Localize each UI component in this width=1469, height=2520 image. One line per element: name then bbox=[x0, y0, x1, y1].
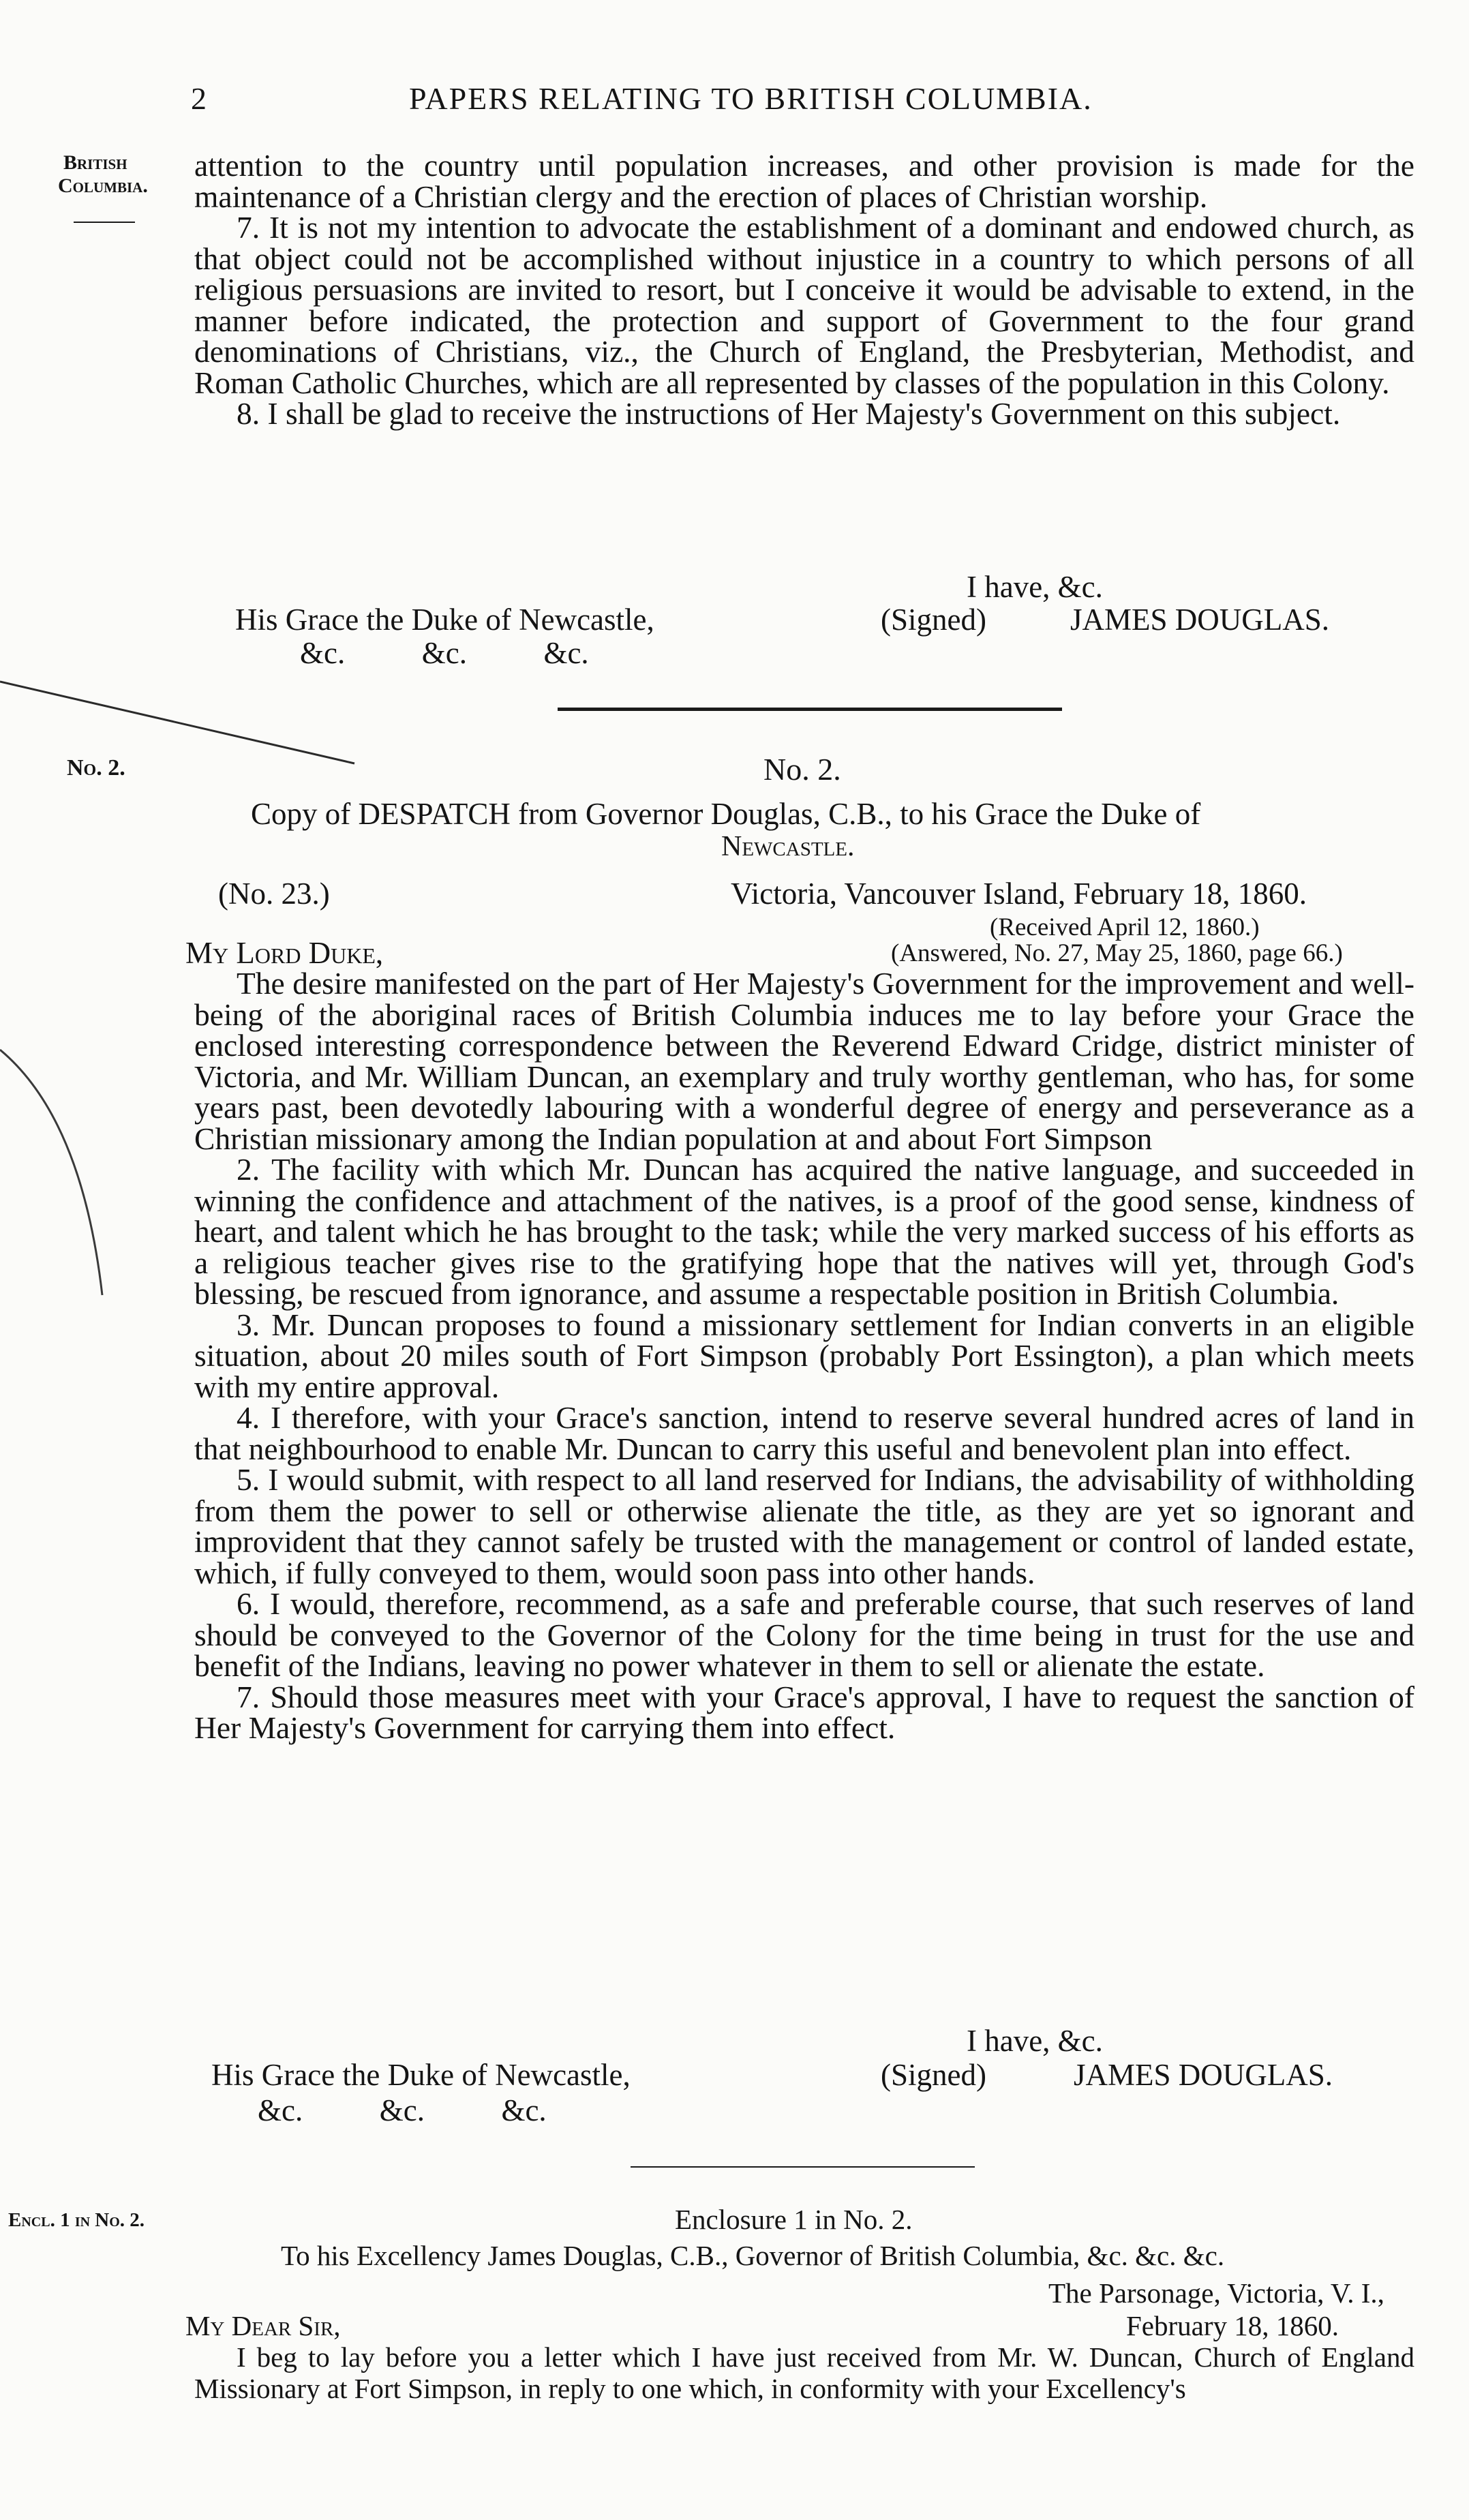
paragraph-intro: attention to the country until population increases, and other provision is made for the maintenance of a Christian clergy and the erection of places of Christian worship. bbox=[194, 148, 1414, 214]
pencil-curve bbox=[0, 1050, 102, 1295]
despatch-paragraph-5: 5. I would submit, with respect to all land reserved for Indians, the advisability of withholding from them the power to sell or otherwise alienate the title, as they are yet so ignorant and improvident that they cannot safely be trusted with the management or control of landed estate, which, if fully conveyed to them, would soon pass into other hands. bbox=[194, 1462, 1414, 1590]
answered-note: (Answered, No. 27, May 25, 1860, page 66.) bbox=[891, 939, 1343, 967]
despatch-closing-formula: I have, &c. bbox=[967, 2024, 1103, 2058]
margin-colony-line2: Columbia. bbox=[58, 174, 148, 197]
despatch-place-date: Victoria, Vancouver Island, February 18, 1860. bbox=[731, 877, 1307, 911]
page-number: 2 bbox=[191, 81, 208, 116]
despatch-addressee: His Grace the Duke of Newcastle, bbox=[211, 2058, 631, 2092]
margin-colony-line1: British bbox=[63, 151, 127, 174]
paragraph-7: 7. It is not my intention to advocate the establishment of a dominant and endowed church, as that object could not be accomplished without injustice in a country to which persons of all religious persuasions are invited to resort, but I conceive it would be advisable to extend, in the manner before indicated, the protection and support of Government to the four grand denominations of Christians, viz., the Church of England, the Presbyterian, Methodist, and Roman Catholic Churches, which are all represented by classes of the population in this Colony. bbox=[194, 210, 1414, 400]
enclosure-heading: Enclosure 1 in No. 2. bbox=[675, 2204, 913, 2235]
margin-despatch-number: No. 2. bbox=[67, 755, 125, 780]
despatch-paragraph-1: The desire manifested on the part of Her Majesty's Government for the improvement and well-being of the aboriginal races of British Columbia induces me to lay before your Grace the enclosed interesting correspondence between the Reverend Edward Cridge, district minister of Victoria, and Mr. William Duncan, an exemplary and truly worthy gentleman, who has, for some years past, been devotedly labouring with a wonderful degree of energy and perseverance as a Christian missionary among the Indian population at and about Fort Simpson bbox=[194, 966, 1414, 1156]
enclosure-date: February 18, 1860. bbox=[1126, 2310, 1339, 2341]
enclosure-text: I beg to lay before you a letter which I have just received from Mr. W. Duncan, Church of England Missionary at Fort Simpson, in reply to one which, in conformity with your Excellency's bbox=[194, 2341, 1414, 2404]
despatch-paragraph-7: 7. Should those measures meet with your Grace's approval, I have to request the sanction of Her Majesty's Government for carrying them into effect. bbox=[194, 1679, 1414, 1745]
margin-enclosure-label: Encl. 1 in No. 2. bbox=[8, 2209, 145, 2231]
despatch-paragraph-6: 6. I would, therefore, recommend, as a safe and preferable course, that such reserves of land should be conveyed to the Governor of the Colony for the time being in trust for the use and benefit of the Indians, leaving no power whatever in them to sell or alienate the estate. bbox=[194, 1586, 1414, 1683]
closing-formula: I have, &c. bbox=[967, 570, 1103, 604]
enclosure-place: The Parsonage, Victoria, V. I., bbox=[1048, 2277, 1384, 2309]
addressee-etc: &c. &c. &c. bbox=[300, 636, 589, 670]
despatch-number-heading: No. 2. bbox=[763, 752, 841, 787]
despatch-paragraph-4: 4. I therefore, with your Grace's sanction, intend to reserve several hundred acres of land in that neighbourhood to enable Mr. Duncan to carry this useful and benevolent plan into effect. bbox=[194, 1400, 1414, 1466]
signature: JAMES DOUGLAS. bbox=[1070, 603, 1330, 637]
despatch-signed-label: (Signed) bbox=[881, 2058, 986, 2092]
enclosure-to-line: To his Excellency James Douglas, C.B., Governor of British Columbia, &c. &c. &c. bbox=[281, 2240, 1225, 2271]
signed-label: (Signed) bbox=[881, 603, 986, 637]
salutation: My Lord Duke, bbox=[185, 936, 384, 970]
pencil-stroke bbox=[0, 682, 354, 763]
despatch-title-line2: Newcastle. bbox=[721, 831, 855, 862]
page-title: PAPERS RELATING TO BRITISH COLUMBIA. bbox=[409, 81, 1093, 116]
despatch-reference: (No. 23.) bbox=[218, 877, 330, 911]
paragraph-8: 8. I shall be glad to receive the instructions of Her Majesty's Government on this subject. bbox=[237, 396, 1341, 431]
enclosure-rule bbox=[631, 2166, 975, 2168]
enclosure-salutation: My Dear Sir, bbox=[185, 2310, 341, 2341]
addressee: His Grace the Duke of Newcastle, bbox=[235, 603, 654, 637]
despatch-paragraph-3: 3. Mr. Duncan proposes to found a missionary settlement for Indian converts in an eligible situation, about 20 miles south of Fort Simpson (probably Port Essington), a plan which meets with my entire approval. bbox=[194, 1307, 1414, 1404]
margin-colony-label bbox=[58, 151, 148, 198]
received-note: (Received April 12, 1860.) bbox=[990, 913, 1260, 941]
margin-rule bbox=[74, 222, 135, 223]
despatch-signature: JAMES DOUGLAS. bbox=[1074, 2058, 1333, 2092]
despatch-addressee-etc: &c. &c. &c. bbox=[258, 2093, 547, 2127]
despatch-body bbox=[194, 968, 1414, 1744]
letter-continuation bbox=[194, 150, 1414, 429]
section-rule bbox=[558, 708, 1062, 711]
despatch-paragraph-2: 2. The facility with which Mr. Duncan has acquired the native language, and succeeded in winning the confidence and attachment of the natives, is a proof of the good sense, kindness of heart, and talent which he has brought to the task; while the very marked success of his efforts as a religious teacher gives rise to the gratifying hope that the natives will yet, through God's blessing, be rescued from ignorance, and assume a respectable position in British Columbia. bbox=[194, 1152, 1414, 1311]
despatch-title: Copy of DESPATCH from Governor Douglas, C.B., to his Grace the Duke of bbox=[251, 797, 1201, 831]
